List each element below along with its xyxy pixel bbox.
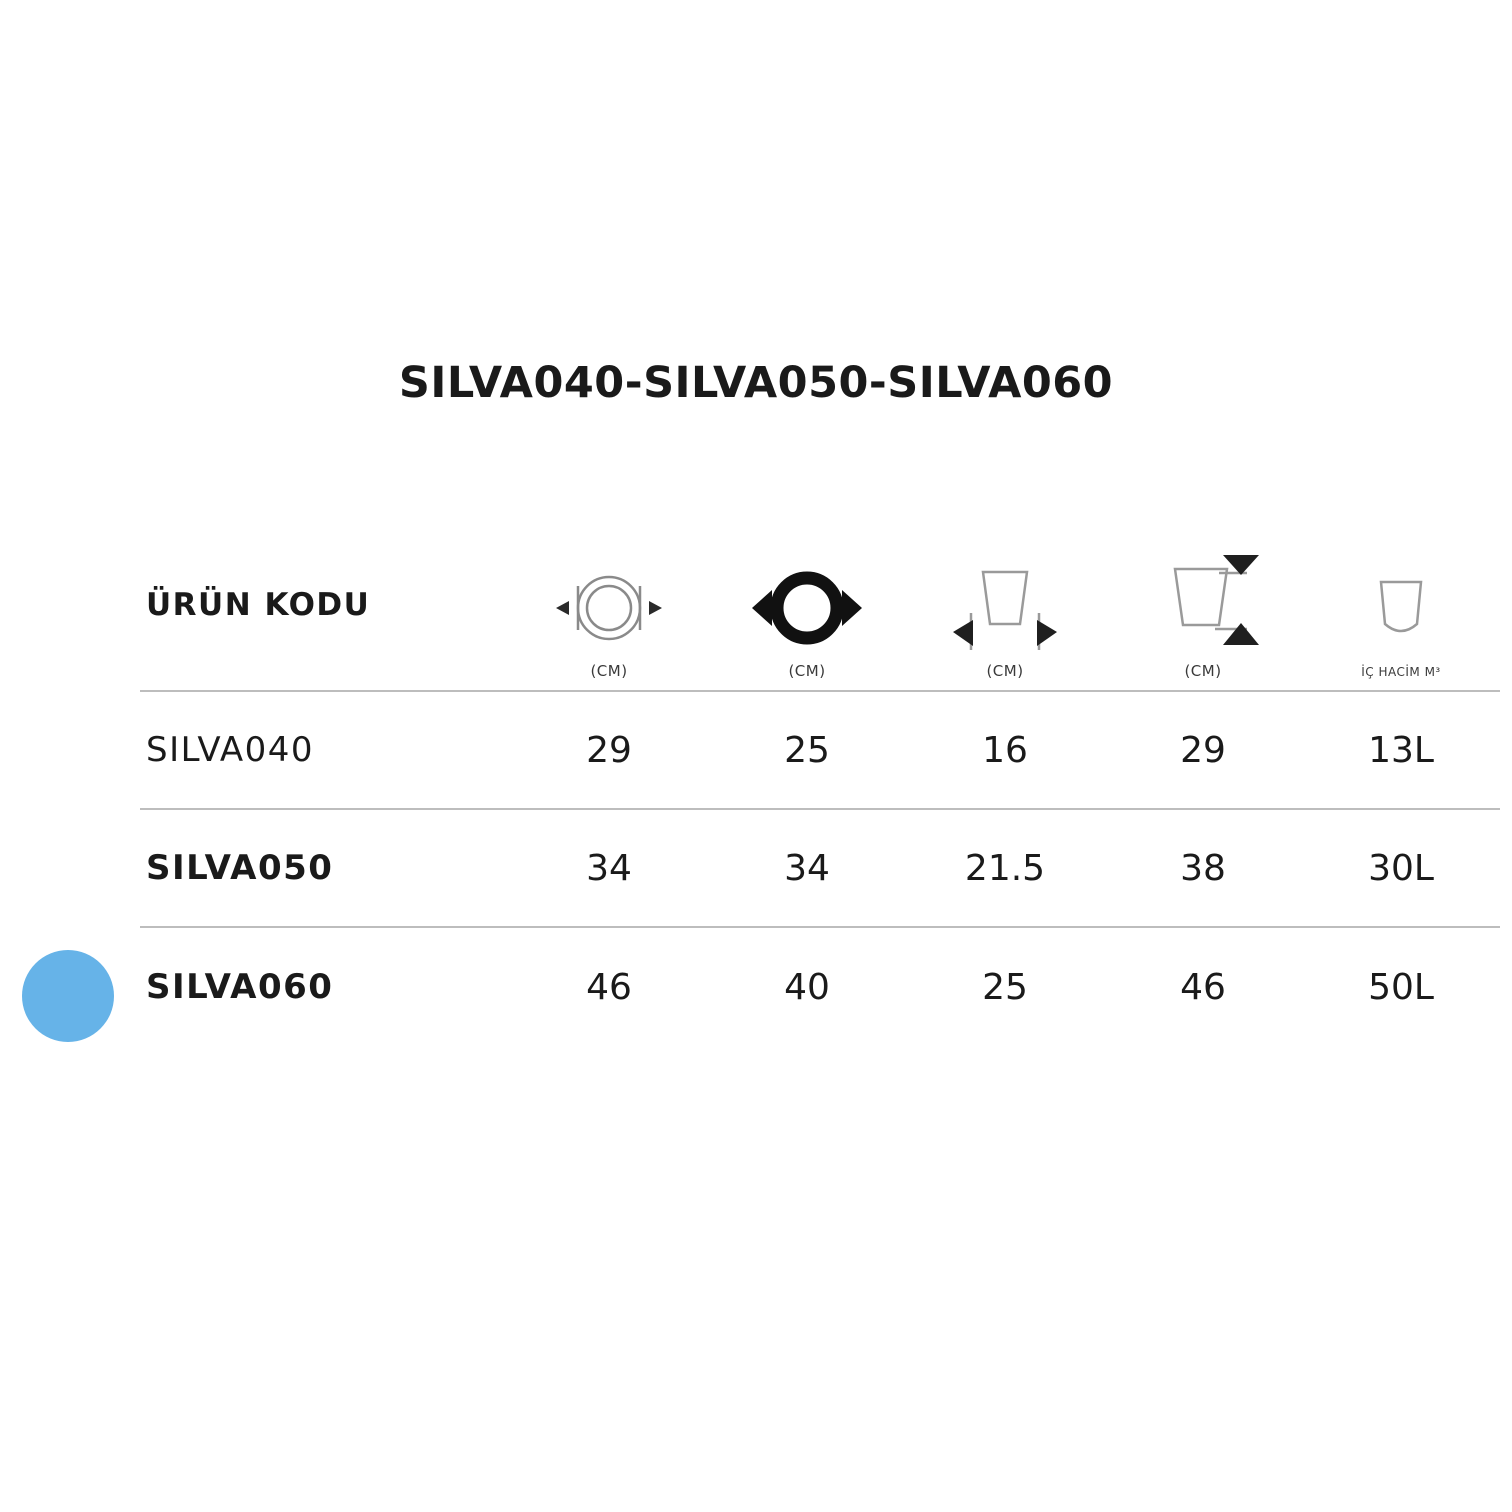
- header-unit-top-diameter: (CM): [590, 662, 628, 680]
- cell-pot-height: 38: [1180, 847, 1226, 889]
- header-cell-bottom-diameter: [708, 530, 906, 680]
- color-swatch-blue: [22, 950, 114, 1042]
- product-code-value: SILVA060: [146, 967, 334, 1007]
- cell-bottom-diameter: 34: [784, 847, 830, 889]
- header-cell-pot-height: [1104, 530, 1302, 680]
- cell-product-code: [140, 730, 510, 770]
- header-cell-top-diameter: [510, 530, 708, 680]
- header-unit-volume: İÇ HACİM M³: [1361, 665, 1441, 679]
- cell-pot-width: 16: [982, 729, 1028, 771]
- bottom-diameter-icon: [732, 558, 882, 658]
- cell-top-diameter: 29: [586, 729, 632, 771]
- cell-pot-height: 29: [1180, 729, 1226, 771]
- header-cell-pot-width: [906, 530, 1104, 680]
- cell-pot-width: 25: [982, 966, 1028, 1008]
- table-header-row: [140, 520, 1500, 692]
- header-unit-pot-height: (CM): [1184, 662, 1222, 680]
- cell-volume: 13L: [1368, 729, 1434, 771]
- cell-volume: 50L: [1368, 966, 1434, 1008]
- product-code-value: SILVA050: [146, 848, 334, 888]
- header-unit-pot-width: (CM): [986, 662, 1024, 680]
- cell-top-diameter: 46: [586, 966, 632, 1008]
- cell-top-diameter: 34: [586, 847, 632, 889]
- dimensions-table: [140, 520, 1500, 1046]
- pot-width-icon: [925, 558, 1085, 658]
- cell-product-code: [140, 967, 510, 1007]
- top-diameter-icon: [534, 558, 684, 658]
- product-code-value: SILVA040: [146, 730, 315, 770]
- header-unit-bottom-diameter: (CM): [788, 662, 826, 680]
- header-cell-product-code: [140, 587, 510, 623]
- table-row: [140, 810, 1500, 928]
- header-cell-volume: [1302, 530, 1500, 680]
- cell-bottom-diameter: 40: [784, 966, 830, 1008]
- cell-pot-width: 21.5: [964, 847, 1046, 889]
- table-row: [140, 692, 1500, 810]
- cell-product-code: [140, 848, 510, 888]
- cell-bottom-diameter: 25: [784, 729, 830, 771]
- page-title: SILVA040-SILVA050-SILVA060: [398, 358, 1114, 408]
- table-row: [140, 928, 1500, 1046]
- header-label-product-code: ÜRÜN KODU: [146, 587, 371, 623]
- pot-height-icon: [1123, 558, 1283, 658]
- volume-icon: [1341, 565, 1461, 665]
- cell-pot-height: 46: [1180, 966, 1226, 1008]
- cell-volume: 30L: [1368, 847, 1434, 889]
